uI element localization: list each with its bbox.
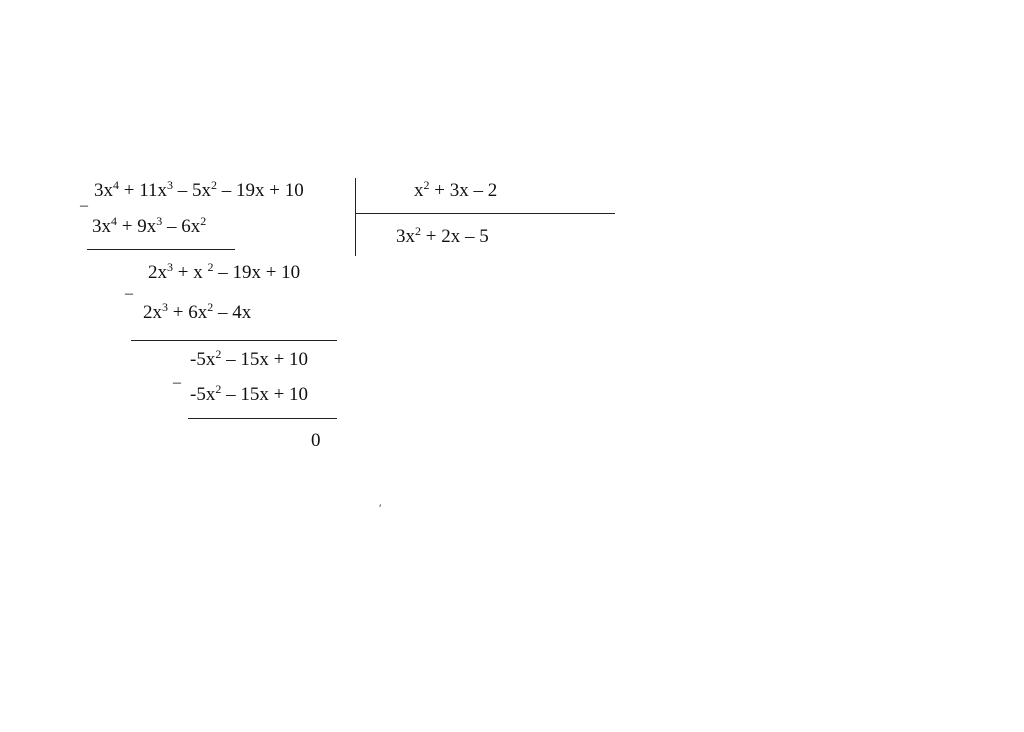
quotient: $3x^2 + 2x - 5$ (396, 224, 489, 247)
final-remainder: 0 (311, 430, 321, 451)
stray-mark: ′ (379, 501, 382, 515)
division-bracket-vertical (355, 178, 356, 256)
step1-underline (87, 249, 235, 250)
minus-sign-1: – (80, 197, 88, 214)
step2-remainder: $2x^3 + x$ $^2$ – 19x + 10 (148, 260, 301, 283)
minus-sign-3: – (173, 374, 181, 391)
step2-subtrahend: $2x^3 + 6x^2 - 4x$ (143, 300, 252, 323)
divisor: $x^2 + 3x - 2$ (414, 178, 498, 201)
step2-underline (131, 340, 337, 341)
step1-subtrahend: $3x^4 + 9x^3 - 6x^2$ (92, 214, 207, 237)
minus-sign-2: – (125, 285, 133, 302)
step3-underline (188, 418, 337, 419)
division-bracket-horizontal (355, 213, 615, 214)
dividend: $3x^4 + 11x^3 - 5x^2 - 19x + 10$ (94, 178, 304, 201)
step3-remainder: $-5x^2 - 15x + 10$ (190, 347, 309, 370)
step3-subtrahend: $-5x^2 - 15x + 10$ (190, 382, 309, 405)
